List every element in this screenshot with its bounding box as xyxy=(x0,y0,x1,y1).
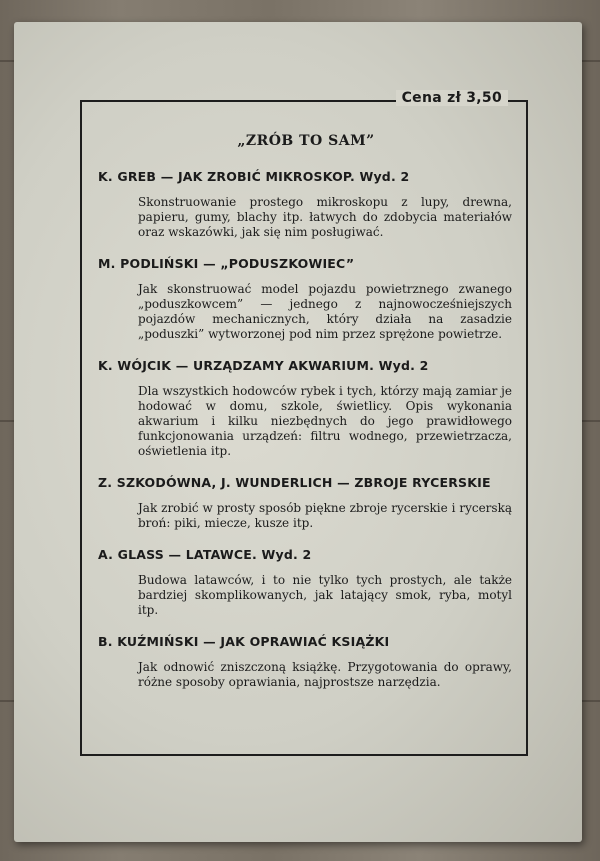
book-entry xyxy=(98,473,514,531)
book-title: Z. SZKODÓWNA, J. WUNDERLICH — ZBROJE RYCERSKIE xyxy=(98,475,491,490)
book-description: Jak skonstruować model pojazdu powietrznego zwanego „poduszkowcem” — jednego z najnowocześniejszych pojazdów mechanicznych, który działa na zasadzie „poduszki” wytworzonej pod nim przez sprężone powietrze. xyxy=(138,282,512,341)
book-title: B. KUŹMIŃSKI — JAK OPRAWIAĆ KSIĄŻKI xyxy=(98,634,390,649)
book-description: Skonstruowanie prostego mikroskopu z lupy, drewna, papieru, gumy, blachy itp. łatwych do zdobycia materiałów oraz wskazówki, jak się nim posługiwać. xyxy=(138,195,512,239)
book-description: Jak odnowić zniszczoną książkę. Przygotowania do oprawy, różne sposoby oprawiania, najprostsze narzędzia. xyxy=(138,660,512,689)
book-title: M. PODLIŃSKI — „PODUSZKOWIEC” xyxy=(98,256,355,271)
book-title: K. WÓJCIK — URZĄDZAMY AKWARIUM. Wyd. 2 xyxy=(98,358,429,373)
book-title: K. GREB — JAK ZROBIĆ MIKROSKOP. Wyd. 2 xyxy=(98,169,410,184)
book-entry xyxy=(98,356,514,459)
book-entry xyxy=(98,545,514,618)
book-entry xyxy=(98,254,514,342)
book-description: Dla wszystkich hodowców rybek i tych, którzy mają zamiar je hodować w domu, szkole, świetlicy. Opis wykonania akwarium i kilku niezbędnych do jego prawidłowego funkcjonowania urządzeń: filtru wodnego, przewietrzacza, oświetlenia itp. xyxy=(138,384,512,458)
series-title: „ZRÓB TO SAM” xyxy=(237,133,375,149)
book-description: Jak zrobić w prosty sposób piękne zbroje rycerskie i rycerską broń: piki, miecze, kusze itp. xyxy=(138,501,512,530)
price-label: Cena zł 3,50 xyxy=(396,90,508,106)
book-entry xyxy=(98,632,514,690)
book-title: A. GLASS — LATAWCE. Wyd. 2 xyxy=(98,547,312,562)
book-entry xyxy=(98,167,514,240)
book-description: Budowa latawców, i to nie tylko tych prostych, ale także bardziej skomplikowanych, jak latający smok, ryba, motyl itp. xyxy=(138,573,512,617)
book-list-panel xyxy=(98,133,514,704)
